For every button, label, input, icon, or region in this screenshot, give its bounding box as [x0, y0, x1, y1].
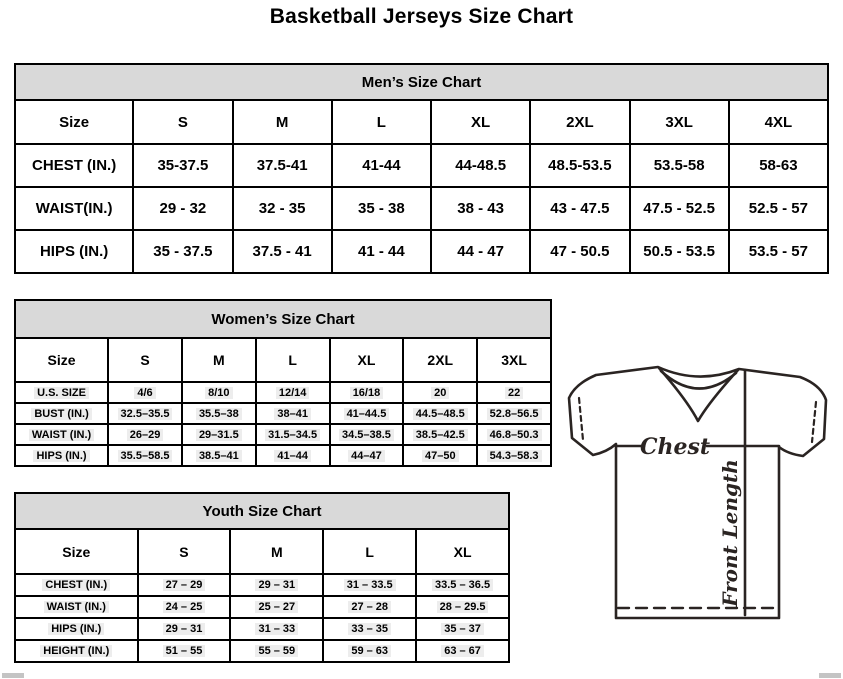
value-cell [230, 596, 323, 618]
value-text: 41-44 [362, 157, 401, 174]
value-text: 31 – 33.5 [344, 579, 396, 591]
row-label-cell [15, 618, 138, 640]
column-header-text: 3XL [665, 113, 693, 131]
column-header-cell [230, 529, 323, 574]
value-text: 52.8–56.5 [487, 408, 542, 420]
column-header-text: M [275, 113, 289, 131]
row-label-cell [15, 187, 133, 230]
front-length-label: Front Length [718, 459, 742, 607]
column-header-text: S [177, 113, 188, 131]
value-cell [233, 144, 332, 187]
value-cell [182, 424, 256, 445]
column-header-text: 2XL [427, 352, 454, 368]
mens-size-table [14, 63, 829, 274]
size-grid [14, 337, 552, 467]
table-row [15, 596, 509, 618]
value-cell [403, 424, 477, 445]
womens-table-title: Women’s Size Chart [14, 299, 552, 337]
value-text: 38.5–42.5 [413, 429, 468, 441]
value-cell [332, 187, 431, 230]
value-text: 55 – 59 [255, 645, 298, 657]
value-cell [403, 445, 477, 466]
column-header-cell [332, 100, 431, 144]
size-grid [14, 528, 510, 663]
value-text: 52.5 - 57 [748, 200, 808, 217]
value-cell [330, 445, 404, 466]
value-cell [630, 187, 729, 230]
value-text: 35.5–38 [196, 408, 242, 420]
chest-label: Chest [639, 434, 711, 460]
column-header-cell [630, 100, 729, 144]
column-header-row [15, 529, 509, 574]
womens-table-grid [14, 337, 552, 467]
value-text: 25 – 27 [255, 601, 298, 613]
value-cell [230, 640, 323, 662]
table-row [15, 382, 551, 403]
value-text: 22 [505, 387, 523, 399]
value-cell [233, 230, 332, 273]
hscrollbar-left-stub[interactable] [2, 673, 24, 678]
table-row [15, 618, 509, 640]
row-label-cell [15, 574, 138, 596]
value-text: 59 – 63 [348, 645, 391, 657]
table-row [15, 230, 828, 273]
value-text: 35 - 38 [358, 200, 405, 217]
value-text: 51 – 55 [163, 645, 206, 657]
value-cell [138, 596, 231, 618]
jersey-outline-icon [555, 358, 843, 626]
row-label-cell [15, 144, 133, 187]
row-label-cell [15, 382, 108, 403]
value-text: 47 - 50.5 [550, 243, 610, 260]
value-text: 41 - 44 [358, 243, 405, 260]
value-text: 32.5–35.5 [118, 408, 173, 420]
column-header-cell [403, 338, 477, 382]
column-header-cell [416, 529, 509, 574]
value-cell [477, 445, 551, 466]
column-header-cell [108, 338, 182, 382]
value-cell [256, 382, 330, 403]
value-text: 44-48.5 [455, 157, 507, 174]
table-row [15, 403, 551, 424]
value-cell [108, 445, 182, 466]
value-cell [330, 424, 404, 445]
value-cell [330, 382, 404, 403]
value-text: 47.5 - 52.5 [643, 200, 715, 217]
row-label-text: HIPS (IN.) [33, 450, 89, 462]
value-cell [416, 640, 509, 662]
jersey-measurement-diagram [555, 358, 843, 626]
value-cell [477, 382, 551, 403]
value-cell [323, 574, 416, 596]
value-cell [133, 144, 232, 187]
row-label-text: HEIGHT (IN.) [40, 645, 112, 657]
value-cell [182, 403, 256, 424]
value-cell [138, 640, 231, 662]
value-cell [729, 230, 828, 273]
value-text: 29–31.5 [196, 429, 242, 441]
value-cell [133, 230, 232, 273]
value-text: 53.5-58 [653, 157, 705, 174]
value-cell [416, 618, 509, 640]
column-header-text: S [179, 543, 189, 560]
value-text: 24 – 25 [163, 601, 206, 613]
value-text: 35-37.5 [157, 157, 209, 174]
value-text: 27 – 28 [348, 601, 391, 613]
size-grid [14, 99, 829, 274]
value-cell [108, 382, 182, 403]
value-text: 53.5 - 57 [748, 243, 808, 260]
mens-table-grid [14, 99, 829, 274]
value-cell [332, 144, 431, 187]
value-cell [108, 424, 182, 445]
value-text: 41–44.5 [344, 408, 390, 420]
value-text: 44.5–48.5 [413, 408, 468, 420]
column-header-text: 2XL [566, 113, 594, 131]
column-header-text: XL [453, 543, 472, 560]
column-header-text: Size [62, 543, 91, 560]
value-text: 29 – 31 [163, 623, 206, 635]
value-text: 31.5–34.5 [265, 429, 320, 441]
column-header-cell [530, 100, 629, 144]
column-header-row [15, 338, 551, 382]
column-header-cell [138, 529, 231, 574]
value-cell [630, 230, 729, 273]
value-cell [477, 403, 551, 424]
row-label-text: U.S. SIZE [34, 387, 89, 399]
column-header-cell [323, 529, 416, 574]
row-label-text: CHEST (IN.) [32, 157, 117, 174]
column-header-text: L [376, 113, 386, 131]
value-text: 58-63 [759, 157, 798, 174]
value-text: 48.5-53.5 [548, 157, 612, 174]
value-cell [403, 382, 477, 403]
row-label-text: WAIST(IN.) [35, 200, 113, 217]
value-cell [403, 403, 477, 424]
value-cell [323, 596, 416, 618]
row-label-text: BUST (IN.) [31, 408, 91, 420]
column-header-cell [256, 338, 330, 382]
row-label-cell [15, 403, 108, 424]
value-text: 33.5 – 36.5 [432, 579, 493, 591]
column-header-cell [133, 100, 232, 144]
value-text: 47–50 [422, 450, 459, 462]
value-cell [630, 144, 729, 187]
value-cell [530, 187, 629, 230]
row-label-text: HIPS (IN.) [48, 623, 104, 635]
row-label-cell [15, 424, 108, 445]
value-text: 20 [431, 387, 449, 399]
column-header-text: M [270, 543, 283, 560]
value-text: 44 - 47 [457, 243, 504, 260]
value-text: 41–44 [274, 450, 311, 462]
value-text: 26–29 [127, 429, 164, 441]
value-text: 38.5–41 [196, 450, 242, 462]
value-cell [431, 144, 530, 187]
value-cell [431, 230, 530, 273]
value-text: 63 – 67 [441, 645, 484, 657]
value-cell [230, 574, 323, 596]
value-cell [230, 618, 323, 640]
table-row [15, 445, 551, 466]
column-header-text: Size [47, 352, 76, 368]
value-cell [138, 574, 231, 596]
value-cell [256, 445, 330, 466]
column-header-text: M [212, 352, 225, 368]
value-text: 38 - 43 [457, 200, 504, 217]
column-header-text: Size [59, 113, 90, 131]
value-cell [330, 403, 404, 424]
value-text: 31 – 33 [255, 623, 298, 635]
row-label-text: HIPS (IN.) [39, 243, 109, 260]
value-text: 35.5–58.5 [118, 450, 173, 462]
value-text: 4/6 [134, 387, 155, 399]
value-text: 33 – 35 [348, 623, 391, 635]
value-text: 44–47 [348, 450, 385, 462]
value-text: 35 - 37.5 [153, 243, 213, 260]
value-cell [416, 596, 509, 618]
value-cell [256, 403, 330, 424]
value-text: 50.5 - 53.5 [643, 243, 715, 260]
value-text: 34.5–38.5 [339, 429, 394, 441]
row-label-cell [15, 640, 138, 662]
value-cell [477, 424, 551, 445]
table-row [15, 187, 828, 230]
column-header-cell [477, 338, 551, 382]
value-text: 46.8–50.3 [487, 429, 542, 441]
value-cell [530, 230, 629, 273]
column-header-cell [729, 100, 828, 144]
value-cell [108, 403, 182, 424]
column-header-text: L [365, 543, 374, 560]
value-text: 8/10 [205, 387, 232, 399]
youth-table-grid [14, 528, 510, 663]
mens-table-title: Men’s Size Chart [14, 63, 829, 99]
value-text: 32 - 35 [258, 200, 306, 217]
value-text: 37.5 - 41 [252, 243, 312, 260]
youth-table-title: Youth Size Chart [14, 492, 510, 528]
table-row [15, 574, 509, 596]
column-header-row [15, 100, 828, 144]
value-cell [133, 187, 232, 230]
row-label-cell [15, 445, 108, 466]
column-header-cell [15, 529, 138, 574]
row-label-cell [15, 230, 133, 273]
row-label-text: CHEST (IN.) [42, 579, 110, 591]
page-title: Basketball Jerseys Size Chart [269, 5, 574, 28]
column-header-text: L [288, 352, 297, 368]
column-header-cell [330, 338, 404, 382]
value-text: 43 - 47.5 [550, 200, 610, 217]
value-text: 38–41 [274, 408, 311, 420]
value-cell [256, 424, 330, 445]
table-row [15, 144, 828, 187]
value-cell [729, 187, 828, 230]
value-cell [323, 640, 416, 662]
value-cell [416, 574, 509, 596]
womens-size-table [14, 299, 552, 467]
youth-size-table [14, 492, 510, 663]
column-header-cell [182, 338, 256, 382]
value-text: 28 – 29.5 [437, 601, 489, 613]
column-header-cell [15, 338, 108, 382]
column-header-text: XL [357, 352, 376, 368]
value-text: 12/14 [276, 387, 310, 399]
value-cell [233, 187, 332, 230]
row-label-text: WAIST (IN.) [29, 429, 94, 441]
value-cell [729, 144, 828, 187]
column-header-text: 4XL [764, 113, 793, 131]
value-cell [182, 445, 256, 466]
row-label-text: WAIST (IN.) [44, 601, 109, 613]
column-header-cell [15, 100, 133, 144]
column-header-cell [431, 100, 530, 144]
value-cell [182, 382, 256, 403]
hscrollbar-right-stub[interactable] [819, 673, 841, 678]
value-cell [138, 618, 231, 640]
column-header-text: XL [471, 113, 491, 131]
value-cell [431, 187, 530, 230]
value-cell [332, 230, 431, 273]
value-cell [530, 144, 629, 187]
column-header-text: S [140, 352, 150, 368]
value-text: 27 – 29 [163, 579, 206, 591]
value-text: 29 – 31 [255, 579, 298, 591]
table-row [15, 424, 551, 445]
table-row [15, 640, 509, 662]
row-label-cell [15, 596, 138, 618]
value-text: 37.5-41 [256, 157, 308, 174]
value-text: 54.3–58.3 [487, 450, 542, 462]
value-text: 29 - 32 [159, 200, 207, 217]
value-text: 16/18 [350, 387, 384, 399]
value-cell [323, 618, 416, 640]
column-header-text: 3XL [501, 352, 527, 368]
column-header-cell [233, 100, 332, 144]
value-text: 35 – 37 [441, 623, 484, 635]
